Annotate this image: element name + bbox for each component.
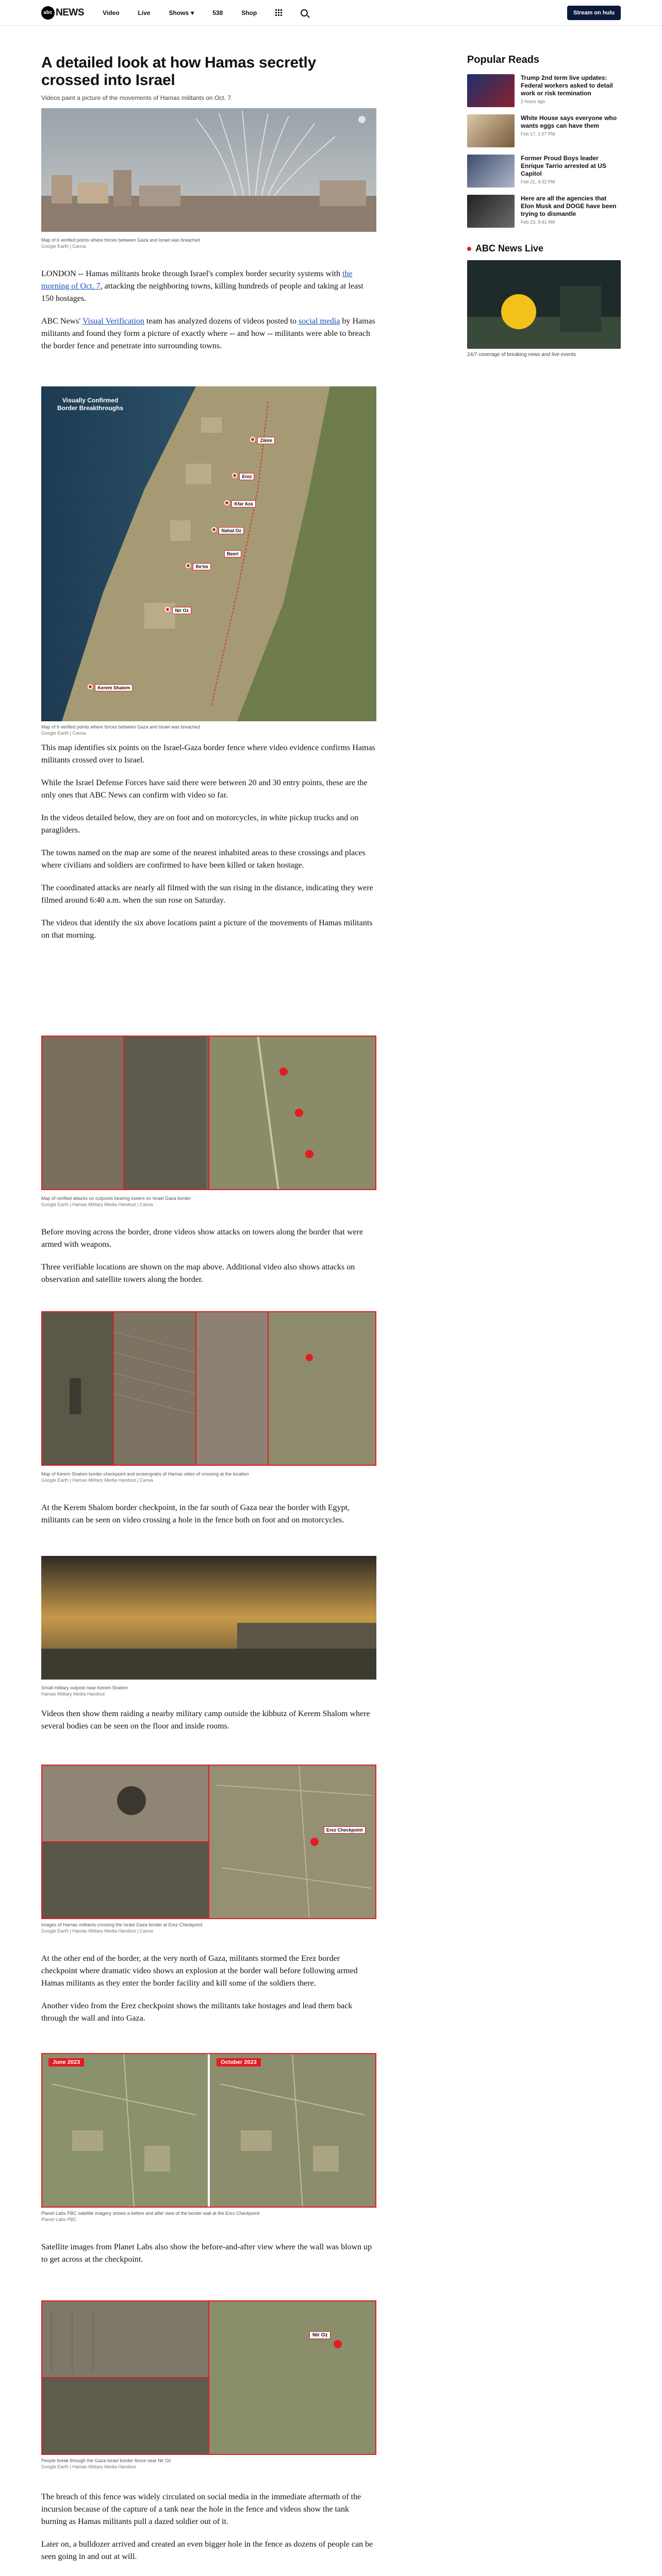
nav-link-shows[interactable] — [169, 9, 194, 16]
label-reim: Re'im — [193, 563, 210, 570]
nir-oz-image — [41, 2300, 376, 2455]
before-after-image — [41, 2053, 376, 2208]
stream-on-hulu-button[interactable]: Stream on hulu — [567, 6, 621, 20]
map-pin-icon — [165, 607, 170, 612]
top-navigation — [0, 0, 662, 26]
article-body-3 — [41, 1226, 376, 1286]
map-pin-icon — [186, 563, 191, 568]
popular-thumb — [467, 155, 515, 188]
label-before: June 2023 — [48, 2058, 84, 2066]
hero-photo-rockets — [41, 108, 376, 232]
nir-oz-composite — [41, 2300, 376, 2455]
before-after-satellite — [41, 2053, 376, 2208]
label-erez-checkpoint: Erez Checkpoint — [324, 1826, 366, 1834]
label-nir-oz-fig: Nir Oz — [309, 2331, 330, 2339]
popular-item-title: Trump 2nd term live updates: Federal workers asked to detail work or risk termination — [521, 74, 613, 97]
map-pin-icon — [211, 527, 217, 532]
figure-military-outpost — [41, 1556, 376, 1697]
article-body-8 — [41, 2491, 376, 2563]
p1-text-b: , attacking the neighboring towns, killing hundreds of people and taking at least 150 hostages. — [41, 282, 363, 303]
p2-text-b: team has analyzed dozens of videos posted to — [144, 317, 299, 326]
military-outpost-photo — [41, 1556, 376, 1680]
fig4-caption: Map of Kerem Shalom border checkpoint and screengrabs of Hamas video of crossing at the location — [41, 1471, 249, 1477]
figure-before-after — [41, 2053, 376, 2223]
label-after: October 2023 — [217, 2058, 261, 2066]
marker-kfar-aza — [224, 499, 256, 508]
p1-text-a: LONDON -- Hamas militants broke through Israel's complex border security systems with — [41, 269, 343, 278]
live-video-player[interactable] — [467, 260, 621, 349]
popular-item-time: Feb 17, 1:07 PM — [521, 131, 555, 137]
paragraph-10: Three verifiable locations are shown on the map above. Additional video also shows attacks on observation and satellite towers along the border. — [41, 1263, 355, 1284]
popular-thumb — [467, 74, 515, 107]
map-title: Visually Confirmed Border Breakthroughs — [57, 397, 124, 412]
nav-link-video[interactable]: Video — [103, 9, 120, 16]
fig3-credit: Google Earth | Hamas Military Media Handout | Canva — [41, 1202, 153, 1207]
erez-composite-image — [41, 1765, 376, 1919]
article-body-4 — [41, 1502, 376, 1527]
p2-text-a: ABC News' — [41, 317, 82, 326]
breakthrough-map — [41, 386, 376, 721]
paragraph-4: While the Israel Defense Forces have said there were between 20 and 30 entry points, these are the only ones that ABC News can confirm with video so far. — [41, 778, 368, 800]
satellite-map-image — [41, 386, 376, 721]
label-erez: Erez — [239, 473, 254, 480]
popular-thumb — [467, 114, 515, 147]
figure-kerem-shalom — [41, 1311, 376, 1483]
map-pin-icon — [88, 684, 93, 689]
nav-links — [103, 9, 308, 16]
popular-item[interactable] — [467, 155, 621, 188]
popular-reads-title: Popular Reads — [467, 54, 540, 65]
popular-item[interactable] — [467, 74, 621, 107]
label-nahal-oz: Nahal Oz — [219, 527, 244, 534]
paragraph-11: At the Kerem Shalom border checkpoint, in the far south of Gaza near the border with Egypt, militants can be seen on video crossing a hole in the fence both on foot and on motorcycles. — [41, 1503, 350, 1524]
link-social-media[interactable]: social media — [299, 317, 340, 326]
marker-reim — [186, 562, 211, 571]
logo-text: NEWS — [56, 7, 84, 18]
article-body-1 — [41, 268, 376, 352]
fig6-caption: Images of Hamas militants crossing the Israel Gaza border at Erez Checkpoint — [41, 1922, 203, 1927]
figure-erez-checkpoint — [41, 1765, 376, 1934]
sidebar — [467, 54, 621, 358]
popular-item-time: Feb 23, 9:41 AM — [521, 219, 555, 225]
popular-item-title: Here are all the agencies that Elon Musk and DOGE have been trying to dismantle — [521, 195, 617, 217]
fig1-credit: Google Earth | Canva — [41, 244, 86, 249]
paragraph-13: At the other end of the border, at the very north of Gaza, militants stormed the Erez border checkpoint where dramatic video shows an explosion at the border wall before following armed Hamas militants as they enter the border facility and kill some of the soldiers there. — [41, 1954, 358, 1988]
map-pin-icon — [224, 500, 229, 505]
paragraph-1 — [41, 268, 376, 305]
popular-item-title: White House says everyone who wants eggs can have them — [521, 114, 617, 129]
paragraph-16: The breach of this fence was widely circulated on social media in the immediate aftermath of the incursion because of the capture of a tank near the hole in the fence and videos show the tank burning as Hamas militants pull a dazed soldier out of it. — [41, 2493, 361, 2526]
popular-item[interactable] — [467, 114, 621, 147]
kerem-shalom-composite — [41, 1311, 376, 1466]
label-kerem-shalom: Kerem Shalom — [95, 684, 133, 691]
link-morning-oct-7[interactable]: the morning of Oct. 7 — [41, 269, 353, 291]
label-beeri: Beeri — [224, 550, 241, 557]
fig5-caption: Small military outpost near Kerem Shalom — [41, 1685, 128, 1690]
label-zikim: Zikim — [257, 437, 275, 444]
nav-link-shop[interactable]: Shop — [241, 9, 257, 16]
fig1-caption: Map of 6 verified points where forces between Gaza and Israel was breached — [41, 238, 201, 243]
marker-erez — [232, 471, 254, 481]
label-kfar-aza: Kfar Aza — [231, 500, 255, 507]
abc-news-live-header — [467, 243, 621, 254]
fig2-credit: Google Earth | Canva — [41, 731, 86, 736]
article-body-2 — [41, 742, 376, 942]
link-visual-verification[interactable]: Visual Verification — [82, 317, 144, 326]
paragraph-9: Before moving across the border, drone videos show attacks on towers along the border that were armed with weapons. — [41, 1228, 363, 1249]
map-pin-icon — [250, 437, 255, 442]
paragraph-12: Videos then show them raiding a nearby military camp outside the kibbutz of Kerem Shalom where several bodies can be seen on the floor and inside rooms. — [41, 1709, 370, 1731]
article-body-7 — [41, 2241, 376, 2266]
popular-item[interactable] — [467, 195, 621, 228]
figure-hero — [41, 108, 376, 249]
chevron-down-icon: ▾ — [191, 9, 194, 16]
paragraph-6: The towns named on the map are some of the nearest inhabited areas to these crossings and places where civilians and soldiers are confirmed to have been killed or taken hostage. — [41, 849, 366, 870]
figure-towers-attack — [41, 1036, 376, 1208]
marker-beeri — [224, 549, 241, 558]
abc-news-live-title: ABC News Live — [475, 243, 544, 253]
fig3-caption: Map of verified attacks on outposts bearing towers on Israel Gaza border — [41, 1196, 191, 1201]
fig4-credit: Google Earth | Hamas Military Media Handout | Canva — [41, 1478, 153, 1483]
marker-nahal-oz — [211, 526, 244, 535]
popular-item-time: Feb 21, 4:32 PM — [521, 179, 555, 184]
popular-thumb — [467, 195, 515, 228]
fig2-caption: Map of 6 verified points where forces between Gaza and Israel was breached — [41, 724, 201, 730]
live-video-thumbnail — [467, 260, 621, 349]
towers-attack-composite — [41, 1036, 376, 1190]
fig5-credit: Hamas Military Media Handout — [41, 1691, 105, 1697]
fig7-credit: Planet Labs PBC — [41, 2217, 77, 2222]
p2-text-c: by Hamas militants and found they form a picture of exactly where -- and how -- militants were able to breach the border fence and penetrate into surrounding towns. — [41, 317, 375, 350]
figure-nir-oz — [41, 2300, 376, 2470]
marker-kerem-shalom — [88, 683, 133, 692]
paragraph-5: In the videos detailed below, they are on foot and on motorcycles, in white pickup trucks and on paragliders. — [41, 814, 359, 835]
article-body-5 — [41, 1708, 376, 1733]
search-icon[interactable] — [301, 9, 308, 16]
figure-breakthrough-map — [41, 386, 376, 736]
nav-link-live[interactable]: Live — [138, 9, 151, 16]
live-caption: 24/7 coverage of breaking news and live events — [467, 352, 576, 358]
article-body-6 — [41, 1953, 376, 2025]
paragraph-7: The coordinated attacks are nearly all filmed with the sun rising in the distance, indicating they were filmed around 6:40 a.m. when the sun rose on Saturday. — [41, 884, 373, 905]
marker-zikim — [250, 435, 275, 445]
nav-link-538[interactable]: 538 — [212, 9, 223, 16]
abc-logo-mark: abc — [41, 6, 55, 20]
nav-link-shows-label: Shows — [169, 9, 189, 16]
article-subhead: Videos paint a picture of the movements of Hamas militants on Oct. 7. — [41, 94, 233, 101]
popular-item-time: 2 hours ago — [521, 99, 545, 104]
fig8-credit: Google Earth | Hamas Military Media Handout — [41, 2464, 136, 2469]
article-title: A detailed look at how Hamas secretly crossed into Israel — [41, 54, 316, 89]
paragraph-3: This map identifies six points on the Israel-Gaza border fence where video evidence confirms Hamas militants crossed over to Israel. — [41, 743, 375, 765]
abc-news-logo[interactable] — [41, 6, 84, 20]
marker-nir-oz — [165, 605, 191, 615]
map-pin-icon — [232, 473, 237, 478]
label-nir-oz: Nir Oz — [172, 607, 191, 614]
erez-composite — [41, 1765, 376, 1919]
paragraph-8: The videos that identify the six above locations paint a picture of the movements of Hamas militants on that morning. — [41, 919, 373, 940]
live-dot-icon — [467, 247, 471, 251]
popular-item-title: Former Proud Boys leader Enrique Tarrio arrested at US Capitol — [521, 155, 606, 177]
paragraph-15: Satellite images from Planet Labs also show the before-and-after view where the wall was blown up to get across at the checkpoint. — [41, 2243, 372, 2264]
fig6-credit: Google Earth | Hamas Military Media Handout | Canva — [41, 1928, 153, 1934]
paragraph-2 — [41, 315, 376, 352]
more-menu-icon[interactable] — [275, 9, 282, 16]
paragraph-14: Another video from the Erez checkpoint shows the militants take hostages and lead them back through the wall and into Gaza. — [41, 2002, 353, 2023]
paragraph-17: Later on, a bulldozer arrived and created an even bigger hole in the fence as dozens of people can be seen going in and out at will. — [41, 2540, 373, 2561]
fig7-caption: Planet Labs PBC satellite imagery shows a before and after view of the border wall at the Erez Checkpoint — [41, 2211, 260, 2216]
fig8-caption: People break through the Gaza-Israel border fence near Nir Oz — [41, 2458, 171, 2463]
